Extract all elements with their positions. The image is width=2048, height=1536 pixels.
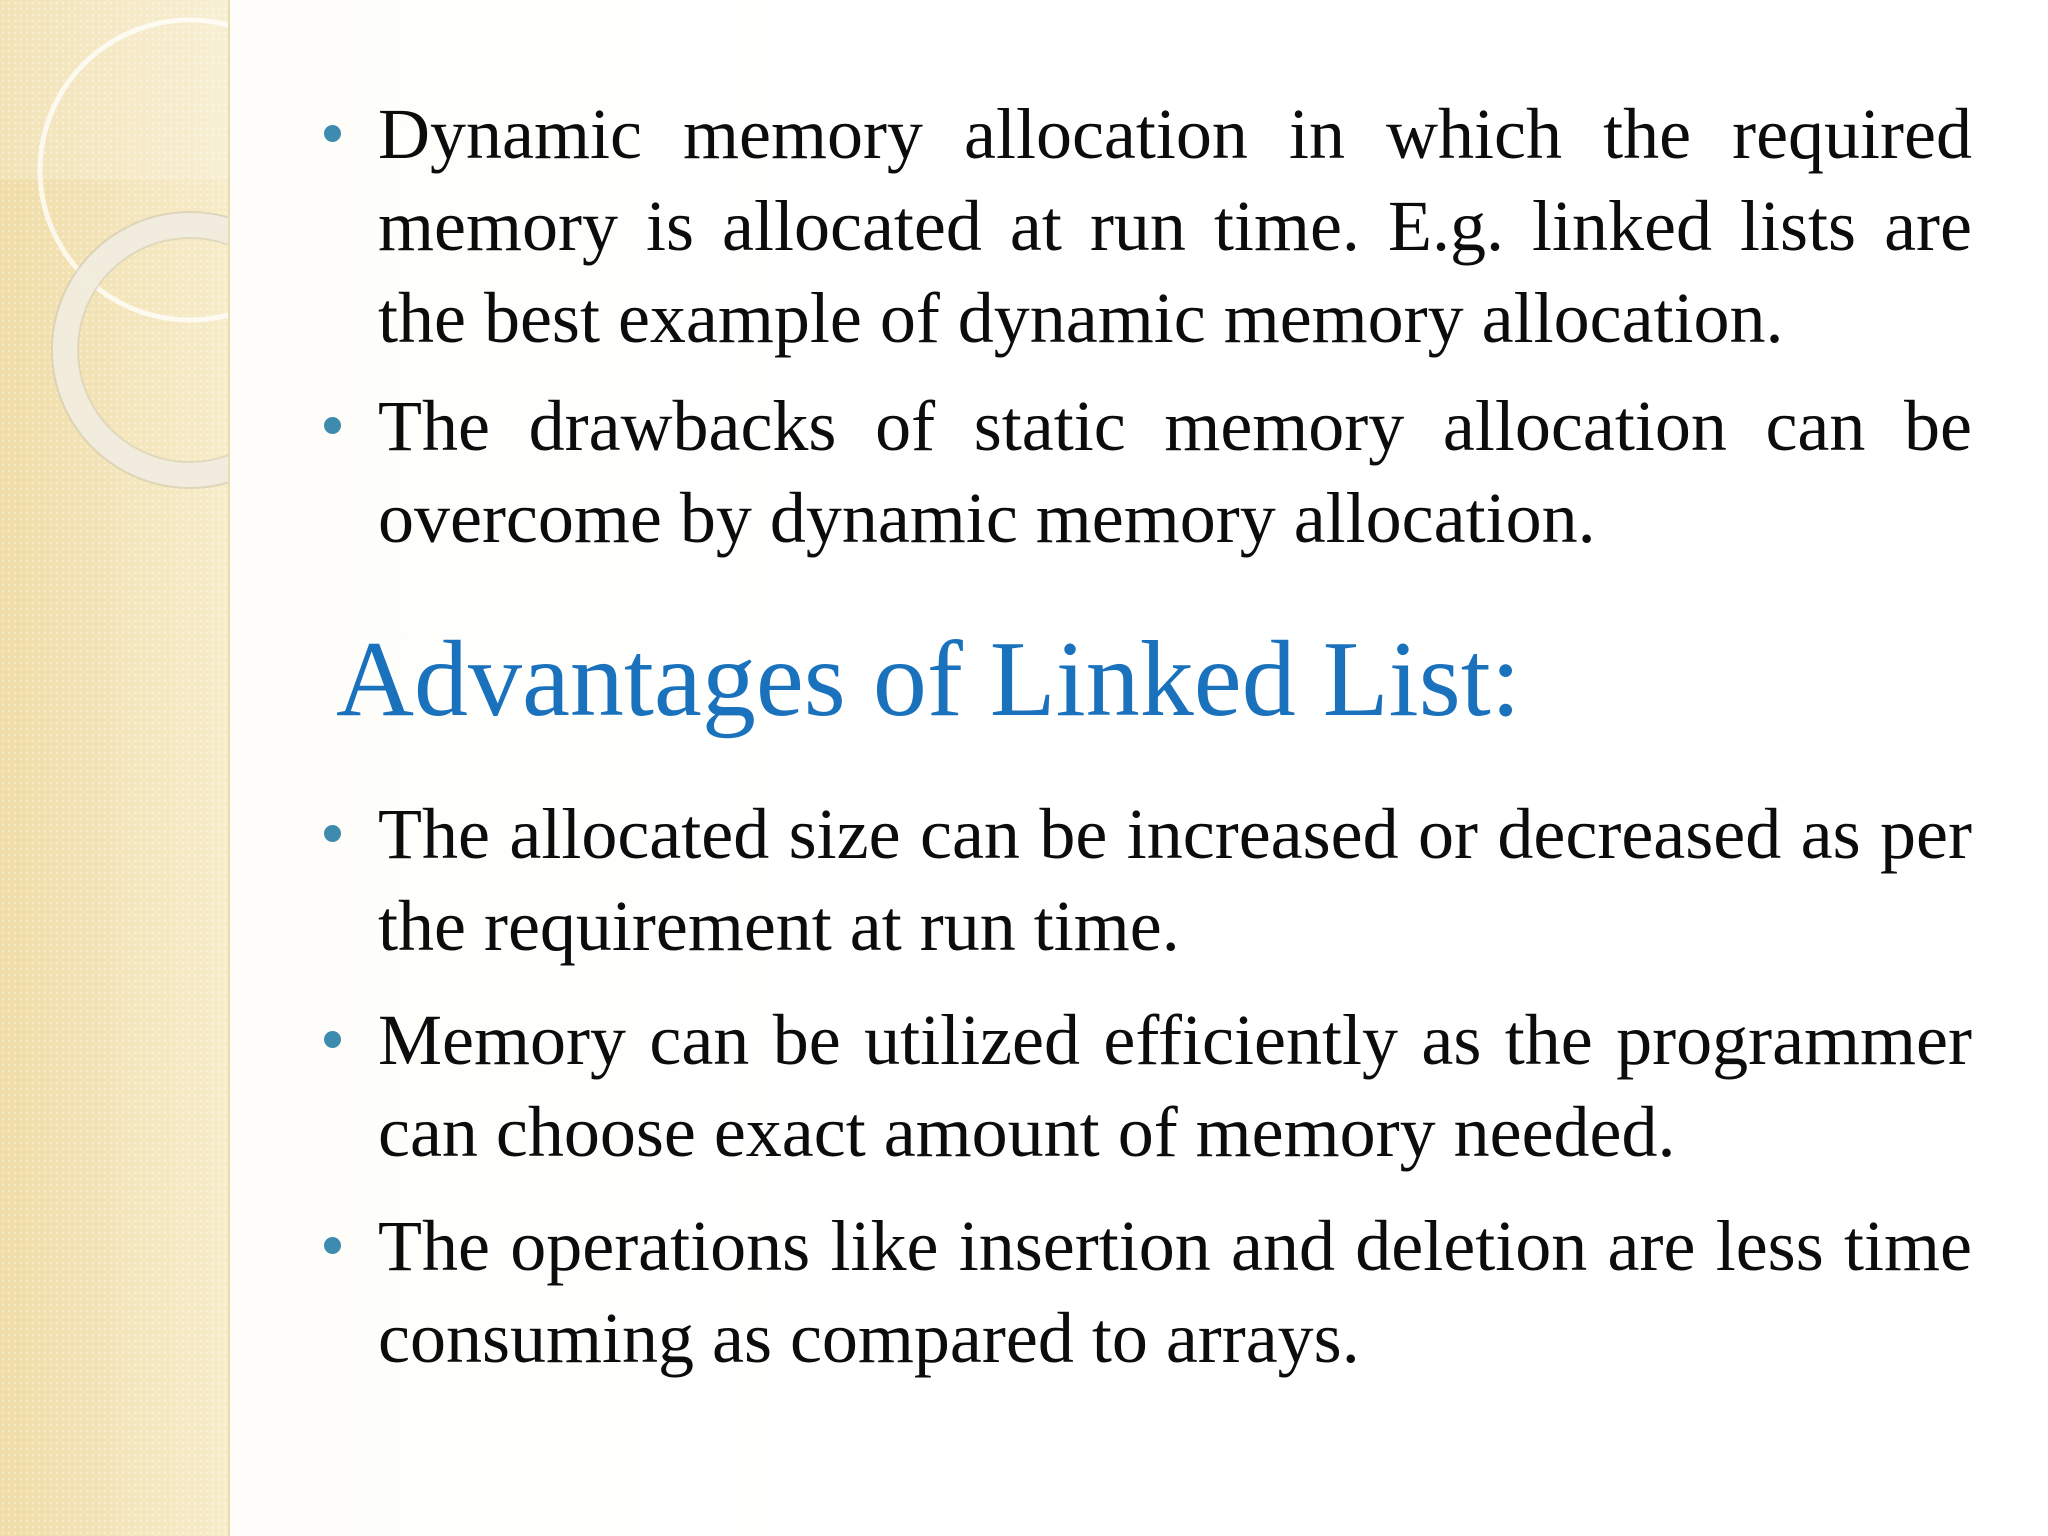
bullet-text: Dynamic memory allocation in which the required memory is allocated at run time. E.g. linked lists are the best example of dynamic memory allocation. (378, 94, 1972, 358)
slide-content (312, 88, 1972, 1406)
bullet-item (312, 88, 1972, 364)
bullet-text: The drawbacks of static memory allocation can be overcome by dynamic memory allocation. (378, 386, 1972, 558)
intro-bullet-list (312, 88, 1972, 564)
section-heading: Advantages of Linked List: (336, 620, 1521, 739)
bullet-item (312, 1200, 1972, 1384)
advantages-bullet-list (312, 788, 1972, 1384)
bullet-text: The allocated size can be increased or decreased as per the requirement at run time. (378, 794, 1972, 966)
bullet-dot-icon (324, 1031, 341, 1048)
bullet-text: Memory can be utilized efficiently as the programmer can choose exact amount of memory needed. (378, 1000, 1972, 1172)
decorative-side-band (0, 0, 230, 1536)
bullet-dot-icon (324, 1237, 341, 1254)
bullet-item (312, 994, 1972, 1178)
bullet-text: The operations like insertion and deletion are less time consuming as compared to arrays. (378, 1206, 1972, 1378)
bullet-item (312, 788, 1972, 972)
bullet-dot-icon (324, 417, 341, 434)
bullet-item (312, 380, 1972, 564)
decorative-rings (0, 0, 228, 520)
bullet-dot-icon (324, 125, 341, 142)
bullet-dot-icon (324, 825, 341, 842)
